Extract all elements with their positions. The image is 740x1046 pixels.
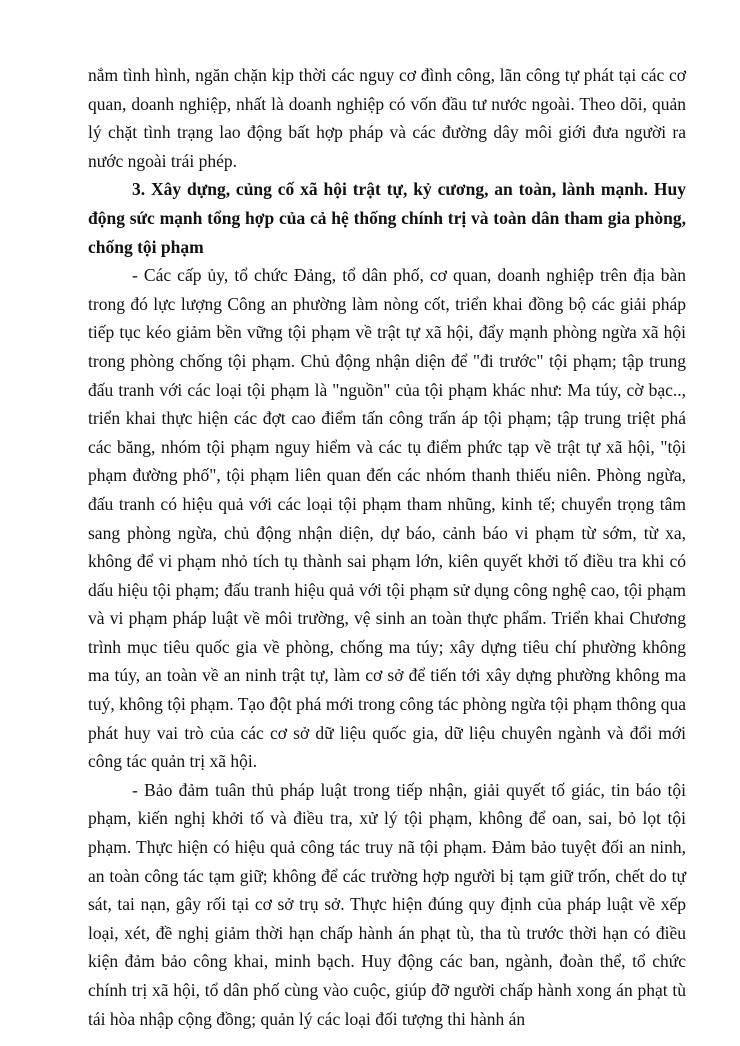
paragraph-crime-prevention: - Các cấp ủy, tổ chức Đảng, tổ dân phố, cơ quan, doanh nghiệp trên địa bàn trong đó lực lượng Công an phường làm nòng cốt, triển khai đồng bộ các giải pháp tiếp tục kéo giảm bền vững tội phạm về trật tự xã hội, đẩy mạnh phòng ngừa xã hội trong phòng chống tội phạm. Chủ động nhận diện để "đi trước" tội phạm; tập trung đấu tranh với các loại tội phạm là "nguồn" của tội phạm khác như: Ma túy, cờ bạc.., triển khai thực hiện các đợt cao điểm tấn công trấn áp tội phạm; tập trung triệt phá các băng, nhóm tội phạm nguy hiểm và các tụ điểm phức tạp về trật tự xã hội, "tội phạm đường phố", tội phạm liên quan đến các nhóm thanh thiếu niên. Phòng ngừa, đấu tranh có hiệu quả với các loại tội phạm tham nhũng, kinh tế; chuyển trọng tâm sang phòng ngừa, chủ động nhận diện, dự báo, cảnh báo vi phạm từ sớm, từ xa, không để vi phạm nhỏ tích tụ thành sai phạm lớn, kiên quyết khởi tố điều tra khi có dấu hiệu tội phạm; đấu tranh hiệu quả với tội phạm sử dụng công nghệ cao, tội phạm và vi phạm pháp luật về môi trường, vệ sinh an toàn thực phẩm. Triển khai Chương trình mục tiêu quốc gia về phòng, chống ma túy; xây dựng tiêu chí phường không ma túy, an toàn về an ninh trật tự, làm cơ sở để tiến tới xây dựng phường không ma tuý, không tội phạm. Tạo đột phá mới trong công tác phòng ngừa tội phạm thông qua phát huy vai trò của các cơ sở dữ liệu quốc gia, dữ liệu chuyên ngành và đổi mới công tác quản trị xã hội. [88, 265, 686, 772]
section-heading: 3. Xây dựng, củng cố xã hội trật tự, kỷ cương, an toàn, lành mạnh. Huy động sức mạnh tổng hợp của cả hệ thống chính trị và toàn dân tham gia phòng, chống tội phạm [88, 179, 686, 257]
opening-paragraph: nắm tình hình, ngăn chặn kịp thời các nguy cơ đình công, lãn công tự phát tại các cơ quan, doanh nghiệp, nhất là doanh nghiệp có vốn đầu tư nước ngoài. Theo dõi, quản lý chặt tình trạng lao động bất hợp pháp và các đường dây môi giới đưa người ra nước ngoài trái phép. [88, 65, 686, 171]
document-body [88, 61, 686, 1033]
paragraph-law-compliance: - Bảo đảm tuân thủ pháp luật trong tiếp nhận, giải quyết tố giác, tin báo tội phạm, kiến nghị khởi tố và điều tra, xử lý tội phạm, không để oan, sai, bỏ lọt tội phạm. Thực hiện có hiệu quả công tác truy nã tội phạm. Đảm bảo tuyệt đối an ninh, an toàn công tác tạm giữ; không để các trường hợp người bị tạm giữ trốn, chết do tự sát, tai nạn, gây rối tại cơ sở trụ sở. Thực hiện đúng quy định của pháp luật về xếp loại, xét, đề nghị giảm thời hạn chấp hành án phạt tù, tha tù trước thời hạn có điều kiện đảm bảo công khai, minh bạch. Huy động các ban, ngành, đoàn thể, tổ chức chính trị xã hội, tổ dân phố cùng vào cuộc, giúp đỡ người chấp hành xong án phạt tù tái hòa nhập cộng đồng; quản lý các loại đối tượng thi hành án [88, 779, 686, 1029]
